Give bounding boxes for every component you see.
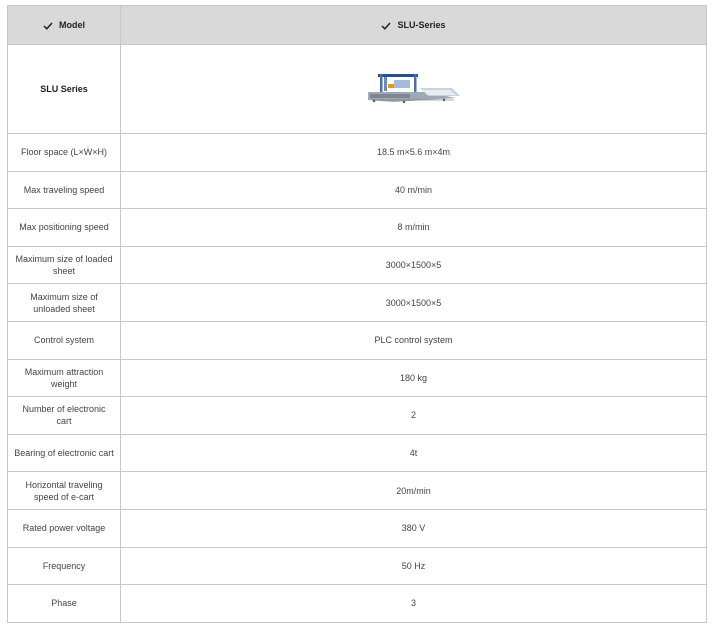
spec-value: 2: [121, 397, 707, 435]
spec-value: 40 m/min: [121, 171, 707, 209]
image-row: [8, 45, 707, 134]
spec-table: [7, 5, 707, 623]
machine-illustration: [364, 70, 464, 106]
table-row: [8, 434, 707, 472]
table-row: [8, 359, 707, 397]
table-row: [8, 509, 707, 547]
spec-value: 3: [121, 585, 707, 623]
spec-label: Max positioning speed: [8, 209, 121, 247]
spec-value: 180 kg: [121, 359, 707, 397]
spec-label: Rated power voltage: [8, 509, 121, 547]
spec-value: 8 m/min: [121, 209, 707, 247]
header-series: [121, 6, 707, 45]
table-row: [8, 284, 707, 322]
spec-label: Control system: [8, 321, 121, 359]
spec-value: 3000×1500×5: [121, 284, 707, 322]
table-row: [8, 585, 707, 623]
table-row: [8, 397, 707, 435]
spec-label: Horizontal traveling speed of e-cart: [8, 472, 121, 510]
spec-value: 50 Hz: [121, 547, 707, 585]
spec-label: Floor space (L×W×H): [8, 134, 121, 172]
table-row: [8, 547, 707, 585]
spec-value: 20m/min: [121, 472, 707, 510]
series-label: SLU Series: [8, 45, 121, 134]
table-row: [8, 321, 707, 359]
table-row: [8, 246, 707, 284]
header-row: [8, 6, 707, 45]
table-row: [8, 472, 707, 510]
spec-label: Maximum size of unloaded sheet: [8, 284, 121, 322]
table-row: [8, 134, 707, 172]
spec-label: Phase: [8, 585, 121, 623]
spec-value: PLC control system: [121, 321, 707, 359]
check-icon: [381, 22, 391, 30]
spec-value: 3000×1500×5: [121, 246, 707, 284]
spec-label: Bearing of electronic cart: [8, 434, 121, 472]
check-icon: [43, 22, 53, 30]
table-row: [8, 209, 707, 247]
machine-image-cell: [121, 45, 707, 134]
header-series-label: SLU-Series: [397, 20, 446, 30]
spec-label: Maximum attraction weight: [8, 359, 121, 397]
spec-label: Max traveling speed: [8, 171, 121, 209]
spec-label: Maximum size of loaded sheet: [8, 246, 121, 284]
header-model: [8, 6, 121, 45]
spec-value: 380 V: [121, 509, 707, 547]
header-model-label: Model: [59, 20, 85, 30]
spec-value: 18.5 m×5.6 m×4m: [121, 134, 707, 172]
spec-label: Frequency: [8, 547, 121, 585]
table-row: [8, 171, 707, 209]
spec-value: 4t: [121, 434, 707, 472]
spec-label: Number of electronic cart: [8, 397, 121, 435]
